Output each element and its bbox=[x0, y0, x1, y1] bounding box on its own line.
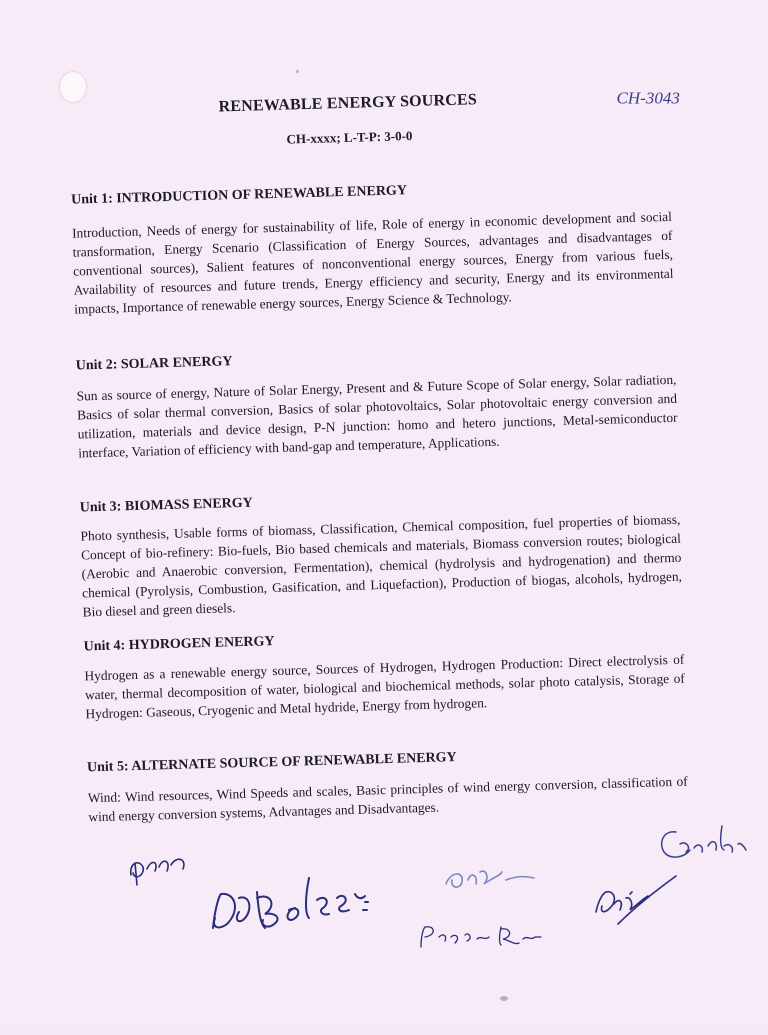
signature-1 bbox=[125, 845, 195, 895]
course-code: CH-xxxx; L-T-P: 3-0-0 bbox=[286, 128, 413, 147]
unit-3-heading: Unit 3: BIOMASS ENERGY bbox=[79, 495, 254, 516]
unit-2-heading: Unit 2: SOLAR ENERGY bbox=[75, 354, 233, 374]
unit-5-heading: Unit 5: ALTERNATE SOURCE OF RENEWABLE ENERGY bbox=[86, 750, 457, 776]
unit-3-body: Photo synthesis, Usable forms of biomass, Classification, Chemical composition, fuel properties of biomass, Concept of bio-refinery: Bio-fuels, Bio based chemicals and materials, Biomass conversion routes; biological (Aerobic and Anaerobic conversion, Fermentation), chemical (hydrolysis and hydrogenation) and thermo chemical (Pyrolysis, Combustion, Gasification, and Liquefaction), Production of biogas, alcohols, hydrogen, Bio diesel and green diesels. bbox=[80, 511, 683, 620]
unit-1-heading: Unit 1: INTRODUCTION OF RENEWABLE ENERGY bbox=[70, 183, 408, 208]
unit-1-body: Introduction, Needs of energy for sustainability of life, Role of energy in economic development and social transformation, Energy Scenario (Classification of Energy Sources, advantages and disadvantages of conventional sources), Salient features of nonconventional energy sources, Energy from various fuels, Availability of resources and future trends, Energy efficiency and security, Energy and its environmental impacts, Importance of renewable energy sources, Energy Science & Technology. bbox=[71, 208, 674, 317]
signature-4 bbox=[415, 915, 545, 955]
signature-2 bbox=[205, 858, 390, 943]
handwritten-doc-id: CH-3043 bbox=[616, 88, 680, 108]
unit-4-body: Hydrogen as a renewable energy source, Sources of Hydrogen, Hydrogen Production: Direct electrolysis of water, thermal decomposition of water, biological and biochemical methods, solar photo catalysis, Storage of Hydrogen: Gaseous, Cryogenic and Metal hydride, Energy from hydrogen. bbox=[84, 651, 685, 722]
unit-4-heading: Unit 4: HYDROGEN ENERGY bbox=[83, 634, 275, 655]
signature-3 bbox=[440, 858, 540, 898]
signature-6 bbox=[650, 820, 750, 865]
signature-5 bbox=[590, 868, 685, 938]
document-title: RENEWABLE ENERGY SOURCES bbox=[218, 91, 478, 116]
unit-2-body: Sun as source of energy, Nature of Solar Energy, Present and & Future Scope of Solar energy, Solar radiation, Basics of solar thermal conversion, Basics of solar photovoltaics, Solar photovoltaic energy conversion and utilization, materials and device design, P-N junction: homo and hetero junctions, Metal-semiconductor interface, Variation of efficiency with band-gap and temperature, Applications. bbox=[76, 371, 678, 461]
unit-5-body: Wind: Wind resources, Wind Speeds and scales, Basic principles of wind energy conversion, classification of wind energy conversion systems, Advantages and Disadvantages. bbox=[87, 773, 688, 825]
